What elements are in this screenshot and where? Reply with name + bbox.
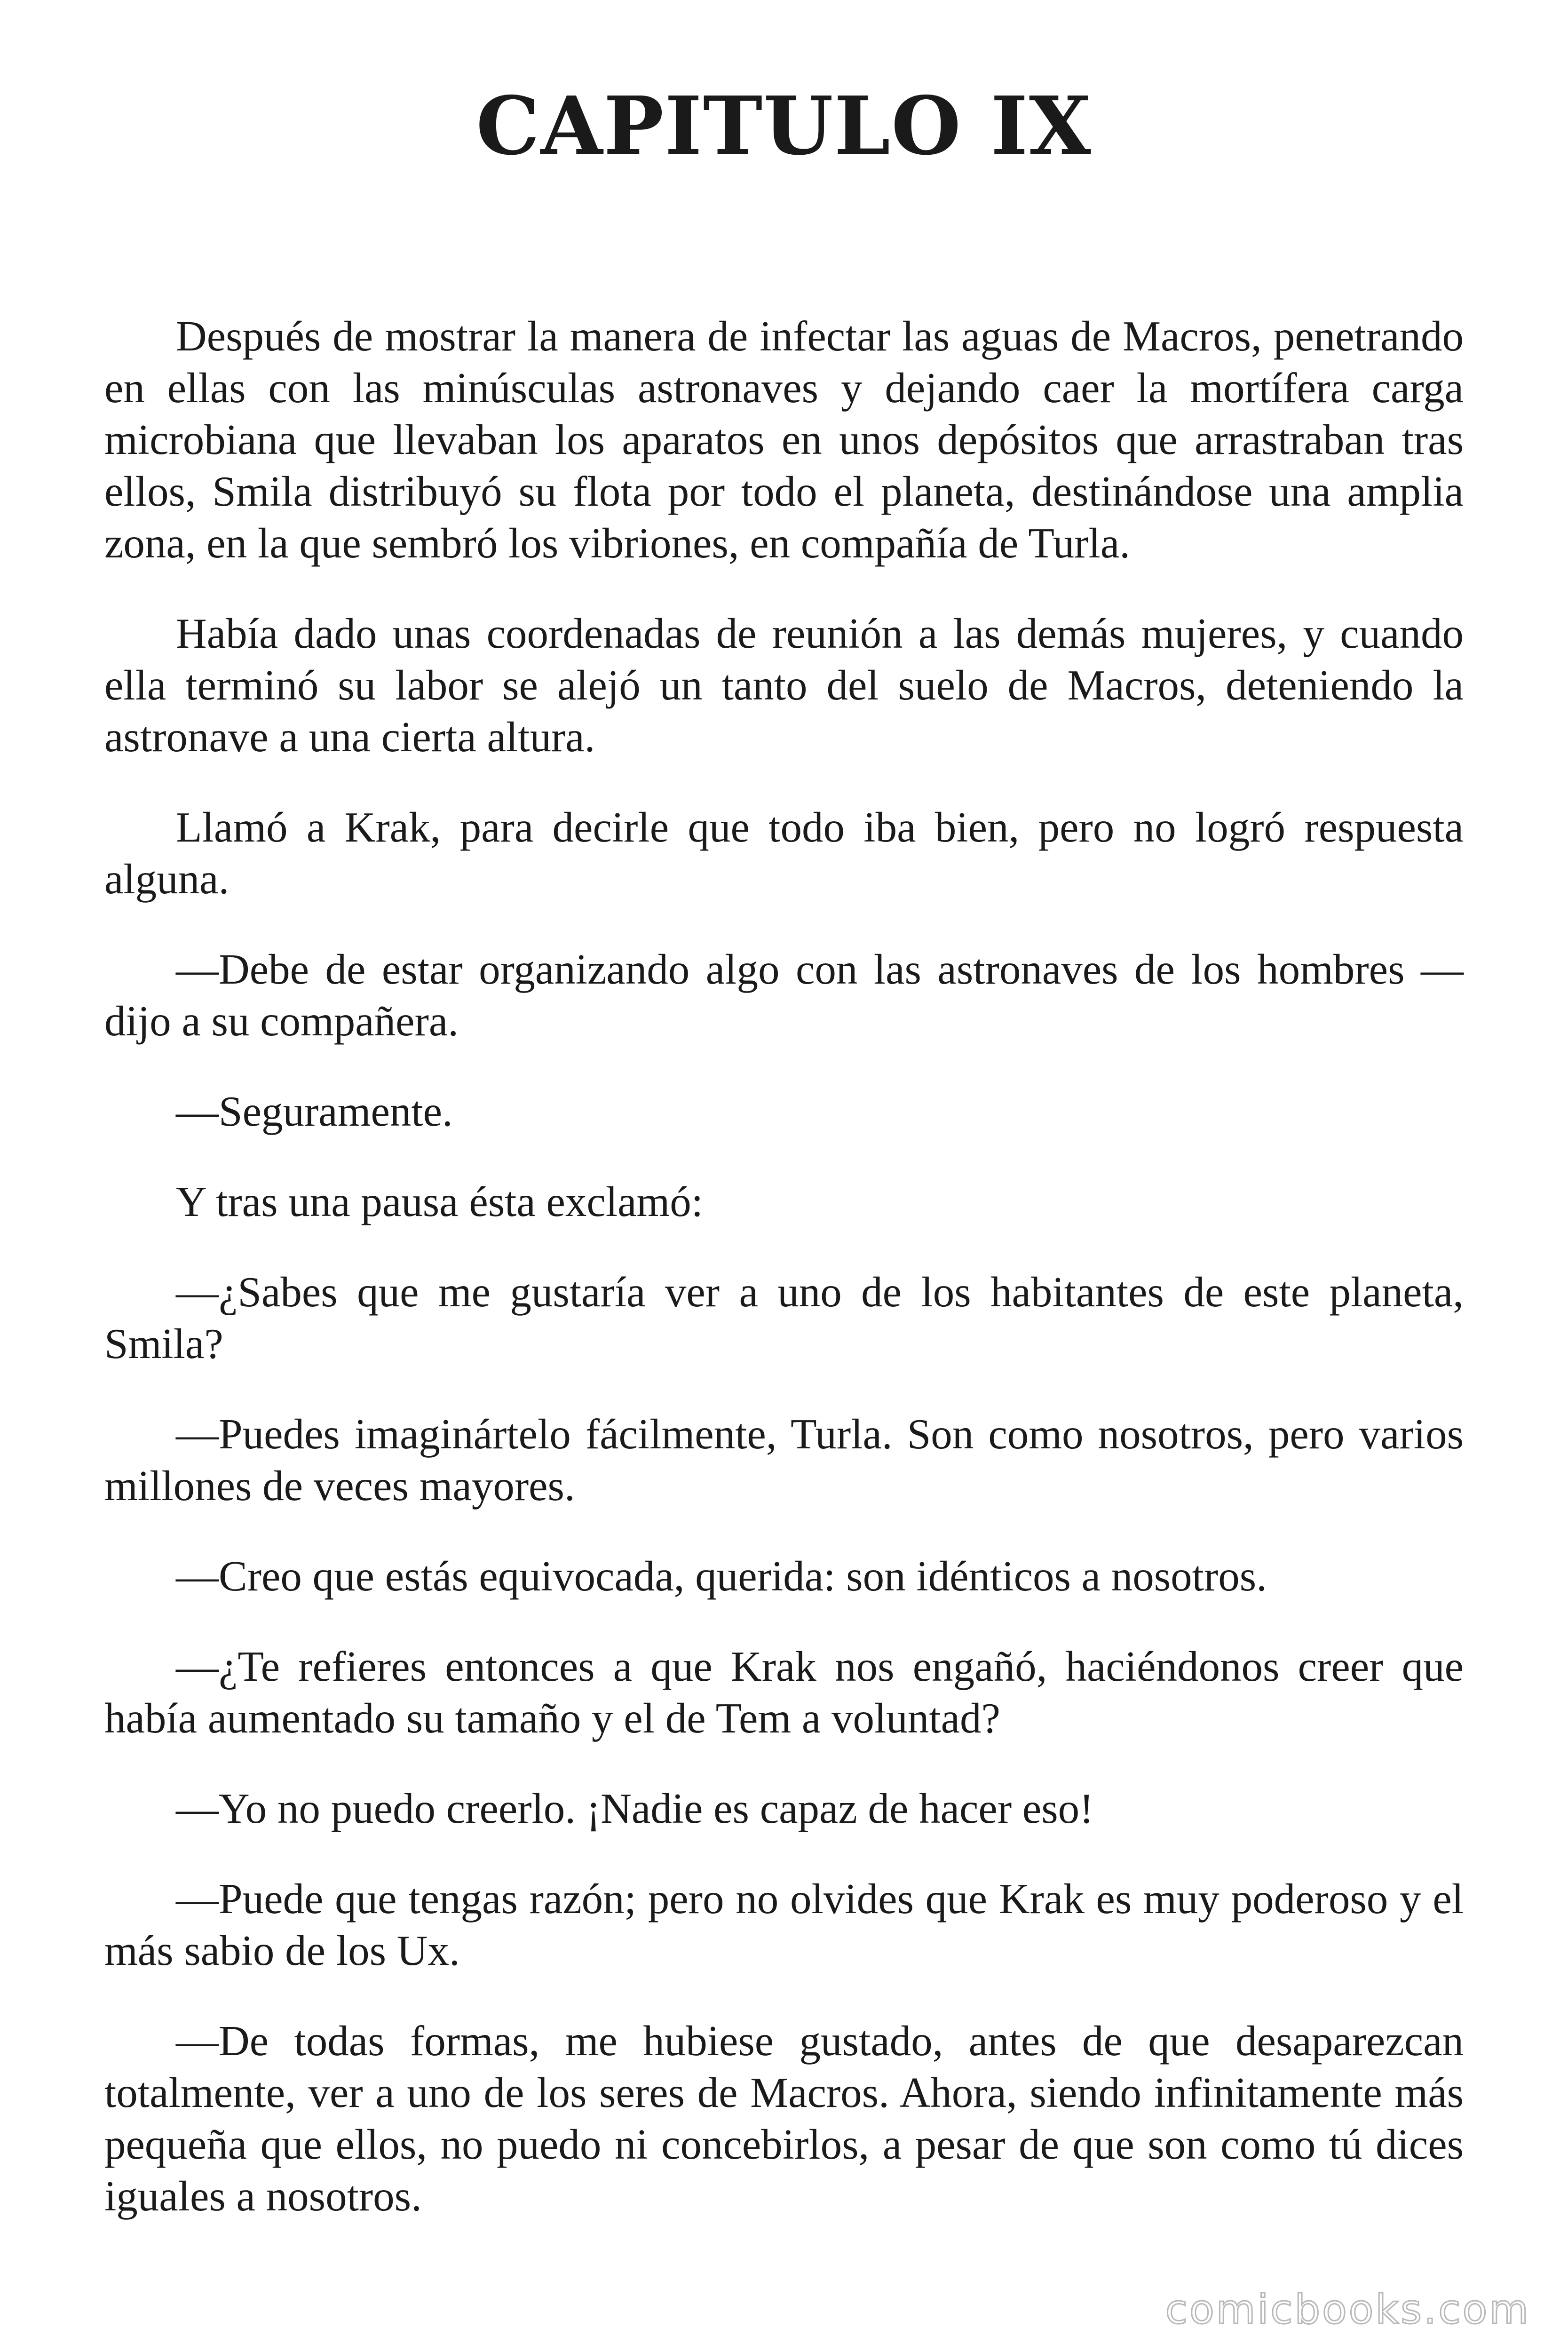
paragraph: —Yo no puedo creerlo. ¡Nadie es capaz de hacer eso! (176, 1785, 1094, 1832)
paragraph: —¿Te refieres entonces a que Krak nos engañó, haciéndonos creer que había aumentado su tamaño y el de Tem a voluntad? (104, 1643, 1464, 1742)
paragraph: —De todas formas, me hubiese gustado, antes de que desaparezcan totalmente, ver a uno de los seres de Macros. Ahora, siendo infinitamente más pequeña que ellos, no puedo ni concebirlos, a pesar de que son como tú dices iguales a nosotros. (104, 2017, 1464, 2220)
paragraph: —Creo que estás equivocada, querida: son idénticos a nosotros. (176, 1552, 1267, 1600)
watermark: comicbooks.com (1165, 2286, 1530, 2333)
chapter-body (104, 310, 1464, 2261)
paragraph: Llamó a Krak, para decirle que todo iba bien, pero no logró respuesta alguna. (104, 803, 1464, 903)
paragraph: —Seguramente. (176, 1088, 453, 1135)
paragraph: —Puedes imaginártelo fácilmente, Turla. Son como nosotros, pero varios millones de veces mayores. (104, 1410, 1464, 1510)
chapter-title: CAPITULO IX (476, 79, 1092, 173)
paragraph: Había dado unas coordenadas de reunión a las demás mujeres, y cuando ella terminó su labor se alejó un tanto del suelo de Macros, deteniendo la astronave a una cierta altura. (104, 610, 1464, 761)
paragraph: Después de mostrar la manera de infectar las aguas de Macros, penetrando en ellas con las minúsculas astronaves y dejando caer la mortífera carga microbiana que llevaban los aparatos en unos depósitos que arrastraban tras ellos, Smila distribuyó su flota por todo el planeta, destinándose una amplia zona, en la que sembró los vibriones, en compañía de Turla. (104, 312, 1464, 567)
paragraph: —Debe de estar organizando algo con las astronaves de los hombres — dijo a su compañera. (104, 946, 1464, 1045)
paragraph: —Puede que tengas razón; pero no olvides que Krak es muy poderoso y el más sabio de los Ux. (104, 1875, 1464, 1974)
paragraph: —¿Sabes que me gustaría ver a uno de los habitantes de este planeta, Smila? (104, 1268, 1464, 1367)
paragraph: Y tras una pausa ésta exclamó: (176, 1178, 704, 1225)
